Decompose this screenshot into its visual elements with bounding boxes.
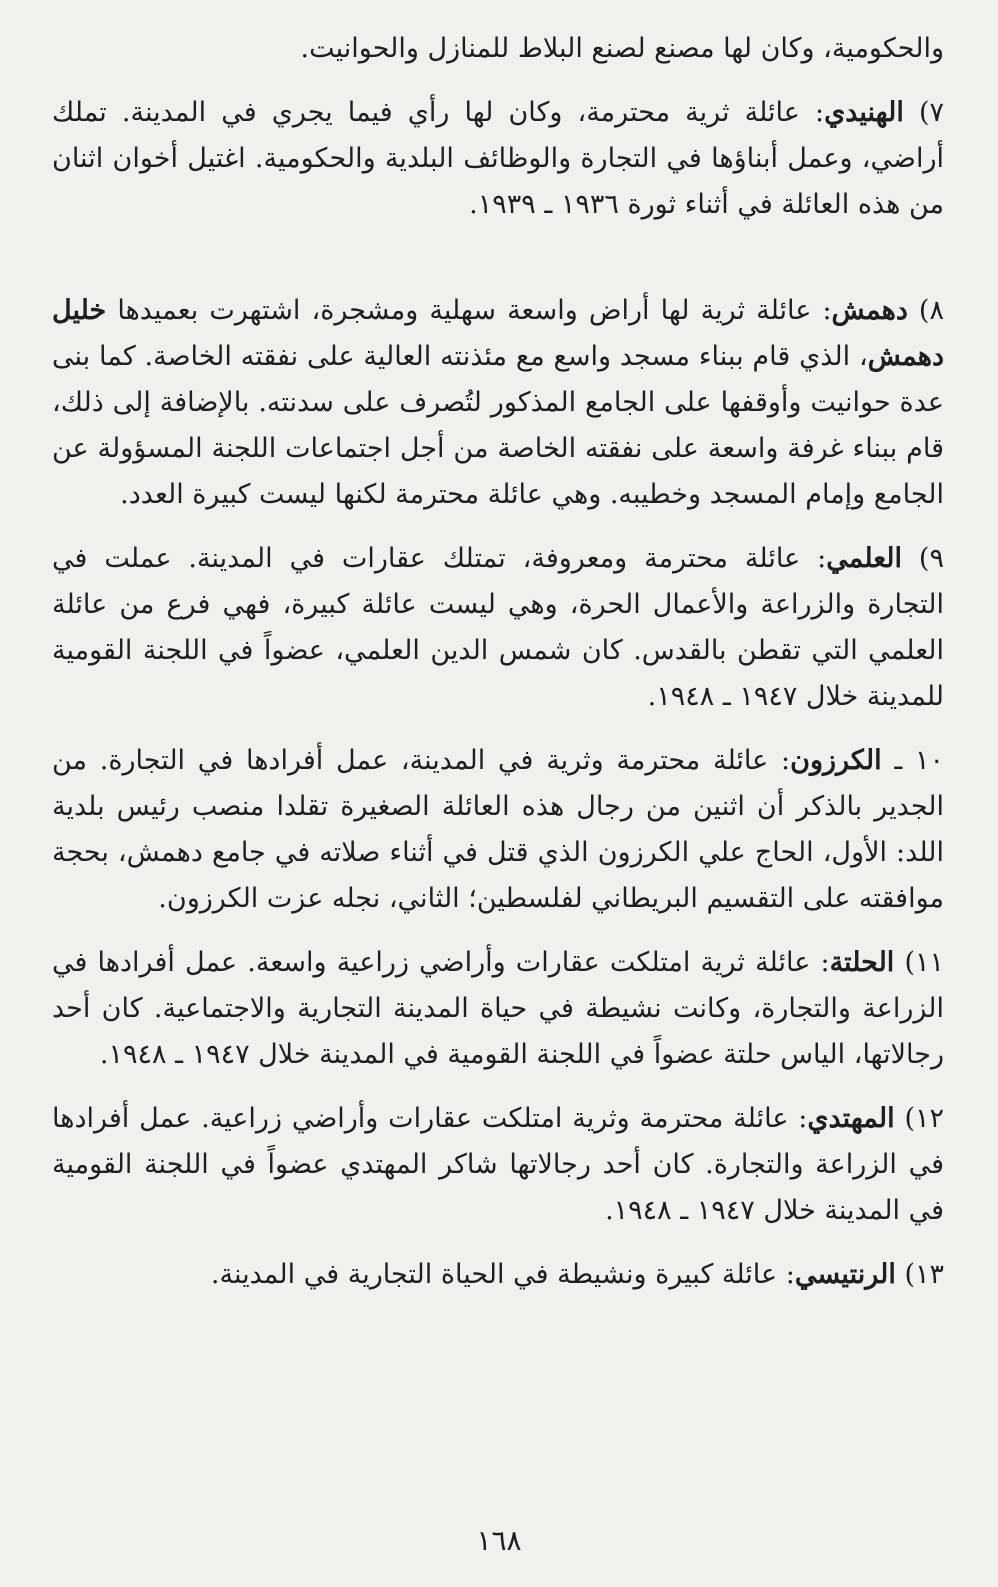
paragraph-text: : عائلة كبيرة ونشيطة في الحياة التجارية في المدينة.: [210, 1259, 795, 1290]
person-name: خليل دهمش: [52, 295, 944, 372]
paragraph-text: : عائلة ثرية امتلكت عقارات وأراضي زراعية واسعة. عمل أفرادها في الزراعة والتجارة، وكانت نشيطة في حياة المدينة التجارية والاجتماعية. كان أحد رجالاتها، الياس حلتة عضواً في اللجنة القومية في المدينة خلال ١٩٤٧ ـ ١٩٤٨.: [52, 947, 944, 1070]
family-name: المهتدي: [807, 1103, 895, 1134]
entry-number: ١٣): [895, 1259, 944, 1290]
paragraph-text: : عائلة ثرية لها أراض واسعة سهلية ومشجرة، اشتهرت بعميدها: [117, 295, 832, 326]
paragraph-text: ، الذي قام ببناء مسجد واسع مع مئذنته العالية على نفقته الخاصة. كما بنى عدة حوانيت وأوقفها على الجامع المذكور لتُصرف على سدنته. بالإضافة إلى ذلك، قام ببناء غرفة واسعة على نفقته الخاصة من أجل اجتماعات اللجنة المسؤولة عن الجامع وإمام المسجد وخطيبه. وهي عائلة محترمة لكنها ليست كبيرة العدد.: [52, 341, 944, 510]
paragraph-hilta: [52, 940, 944, 1078]
family-name: الحلتة: [829, 947, 895, 978]
family-name: الهنيدي: [824, 97, 904, 128]
text-body: [52, 26, 944, 1298]
paragraph-text: : عائلة ثرية محترمة، وكان لها رأي فيما يجري في المدينة. تملك أراضي، وعمل أبناؤها في التجارة والوظائف البلدية والحكومية. اغتيل أخوان اثنان من هذه العائلة في أثناء ثورة ١٩٣٦ ـ ١٩٣٩.: [52, 97, 944, 220]
paragraph-text: : عائلة محترمة وثرية امتلكت عقارات وأراضي زراعية. عمل أفرادها في الزراعة والتجارة. كان أحد رجالاتها شاكر المهتدي عضواً في اللجنة القومية في المدينة خلال ١٩٤٧ ـ ١٩٤٨.: [52, 1103, 944, 1226]
entry-number: ١٢): [894, 1103, 944, 1134]
paragraph-alami: [52, 536, 944, 720]
entry-number: ٨): [907, 295, 944, 326]
paragraph-continuation: [52, 26, 944, 72]
family-name: الكرزون: [790, 745, 882, 776]
family-name: الرنتيسي: [794, 1259, 896, 1290]
paragraph-text: : عائلة محترمة وثرية في المدينة، عمل أفرادها في التجارة. من الجدير بالذكر أن اثنين من رجال هذه العائلة الصغيرة تقلدا منصب رئيس بلدية اللد: الأول، الحاج علي الكرزون الذي قتل في أثناء صلاته في جامع دهمش، بحجة موافقته على التقسيم البريطاني لفلسطين؛ الثاني، نجله عزت الكرزون.: [52, 745, 944, 914]
family-name: العلمي: [826, 543, 903, 574]
entry-number: ١٠ ـ: [881, 745, 944, 776]
paragraph-text: والحكومية، وكان لها مصنع لصنع البلاط للمنازل والحوانيت.: [300, 33, 944, 64]
entry-number: ٩): [902, 543, 944, 574]
paragraph-hunaidi: [52, 90, 944, 228]
entry-number: ١١): [894, 947, 944, 978]
entry-number: ٧): [903, 97, 944, 128]
paragraph-text: : عائلة محترمة ومعروفة، تمتلك عقارات في المدينة. عملت في التجارة والزراعة والأعمال الحرة، وهي ليست عائلة كبيرة، فهي فرع من عائلة العلمي التي تقطن بالقدس. كان شمس الدين العلمي، عضواً في اللجنة القومية للمدينة خلال ١٩٤٧ ـ ١٩٤٨.: [52, 543, 944, 712]
paragraph-rantisi: [52, 1252, 944, 1298]
paragraph-muhtadi: [52, 1096, 944, 1234]
family-name: دهمش: [831, 295, 908, 326]
paragraph-dahmash: [52, 288, 944, 518]
paragraph-karzoun: [52, 738, 944, 922]
page-number: ١٦٨: [476, 1524, 522, 1557]
